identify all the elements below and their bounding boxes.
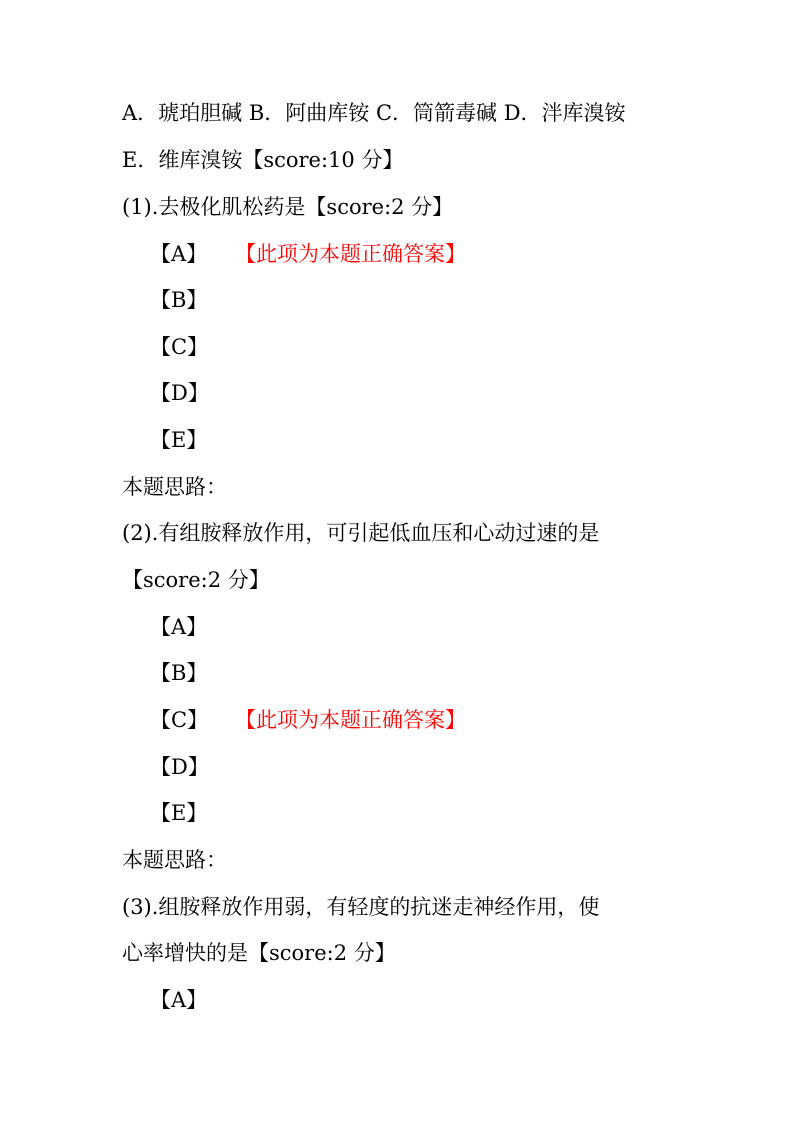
question-3-prompt-line-1: (3).组胺释放作用弱，有轻度的抗迷走神经作用，使 bbox=[122, 895, 600, 919]
question-1-option-b: 【B】 bbox=[150, 288, 208, 312]
question-1-option-e: 【E】 bbox=[150, 428, 208, 452]
question-3-prompt-line-2: 心率增快的是【score:2 分】 bbox=[122, 941, 396, 965]
question-2-option-c: 【C】 bbox=[150, 708, 209, 732]
question-1-explanation-label: 本题思路： bbox=[122, 475, 227, 499]
stem-line-1: A．琥珀胆碱 B．阿曲库铵 C．筒箭毒碱 D．泮库溴铵 bbox=[122, 101, 626, 125]
question-3-option-a: 【A】 bbox=[150, 988, 208, 1012]
question-2-prompt-line-2: 【score:2 分】 bbox=[122, 568, 270, 592]
question-2-prompt-line-1: (2).有组胺释放作用，可引起低血压和心动过速的是 bbox=[122, 521, 600, 545]
stem-line-2: E．维库溴铵【score:10 分】 bbox=[122, 148, 404, 172]
question-1-option-a: 【A】 bbox=[150, 242, 208, 266]
question-2-correct-note: 【此项为本题正确答案】 bbox=[235, 708, 466, 732]
question-1-prompt: (1).去极化肌松药是【score:2 分】 bbox=[122, 195, 454, 219]
question-2-option-e: 【E】 bbox=[150, 801, 208, 825]
question-1-option-d: 【D】 bbox=[150, 381, 209, 405]
question-2-option-b: 【B】 bbox=[150, 661, 208, 685]
question-1-option-c: 【C】 bbox=[150, 335, 209, 359]
question-1-correct-note: 【此项为本题正确答案】 bbox=[235, 242, 466, 266]
question-2-option-d: 【D】 bbox=[150, 755, 209, 779]
question-2-explanation-label: 本题思路： bbox=[122, 848, 227, 872]
question-2-option-a: 【A】 bbox=[150, 615, 208, 639]
